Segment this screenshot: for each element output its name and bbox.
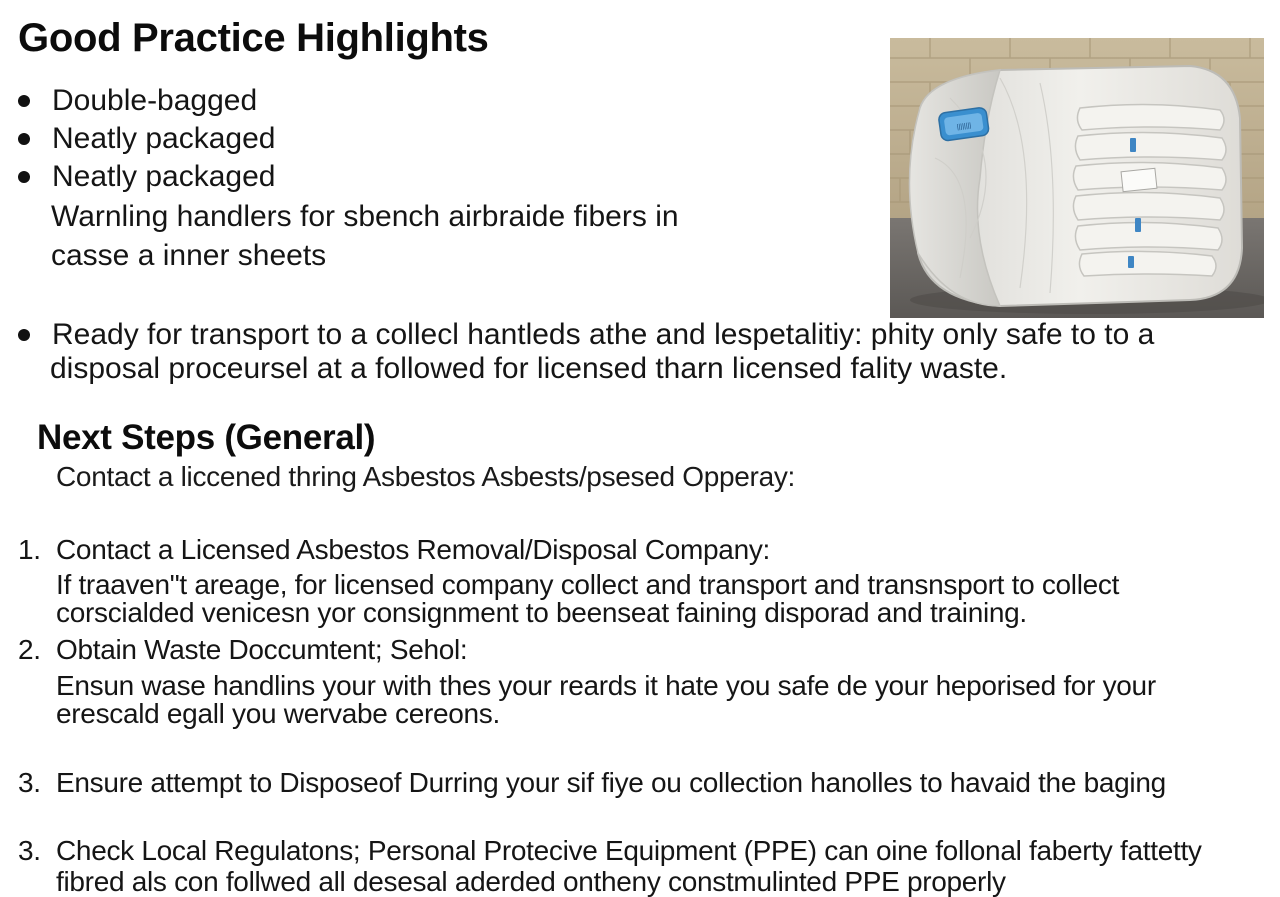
bullet-icon xyxy=(18,171,30,183)
label-text: |||||||| xyxy=(956,122,972,132)
step-heading: Ensure attempt to Disposeof Durring your sif fiye ou collection hanolles to havaid the baging xyxy=(56,767,1166,798)
transport-line-1: Ready for transport to a collecl hantleds athe and lespetalitiy: phity only safe to to a xyxy=(52,318,1155,351)
step-number: 3. xyxy=(18,835,41,866)
bullet-icon xyxy=(18,133,30,145)
transport-line-2: disposal proceursel at a followed for licensed tharn licensed fality waste. xyxy=(50,352,1008,385)
step-body-line: Ensun wase handlins your with thes your reards it hate you safe de your heporised for your xyxy=(56,670,1156,701)
warning-line: Warnling handlers for sbench airbraide fibers in xyxy=(51,200,679,233)
step-body-line: fibred als con follwed all desesal aderded ontheny constmulinted PPE properly xyxy=(56,866,1006,897)
step-body-line: If traaven"t areage, for licensed company collect and transport and transnsport to collect xyxy=(56,569,1120,600)
bullet-icon xyxy=(18,329,30,341)
highlight-text: Neatly packaged xyxy=(52,122,276,155)
step-heading: Check Local Regulatons; Personal Protecive Equipment (PPE) can oine follonal faberty fattetty xyxy=(56,835,1202,866)
step-number: 1. xyxy=(18,534,41,565)
section-intro: Contact a liccened thring Asbestos Asbests/psesed Opperay: xyxy=(56,461,796,492)
page-title: Good Practice Highlights xyxy=(18,16,489,60)
highlight-text: Neatly packaged xyxy=(52,160,276,193)
step-body-line: corscialded venicesn yor consignment to beenseat faining disporad and training. xyxy=(56,597,1027,628)
step-number: 2. xyxy=(18,634,41,665)
packaged-waste-photo xyxy=(890,38,1264,318)
step-heading: Contact a Licensed Asbestos Removal/Disposal Company: xyxy=(56,534,771,565)
warning-line: casse a inner sheets xyxy=(51,239,327,272)
section-heading: Next Steps (General) xyxy=(37,418,376,457)
bullet-icon xyxy=(18,95,30,107)
step-heading: Obtain Waste Doccumtent; Sehol: xyxy=(56,634,468,665)
highlight-text: Double-bagged xyxy=(52,84,258,117)
step-body-line: erescald egall you wervabe cereons. xyxy=(56,698,500,729)
packaged-waste-illustration xyxy=(890,38,1264,318)
step-number: 3. xyxy=(18,767,41,798)
